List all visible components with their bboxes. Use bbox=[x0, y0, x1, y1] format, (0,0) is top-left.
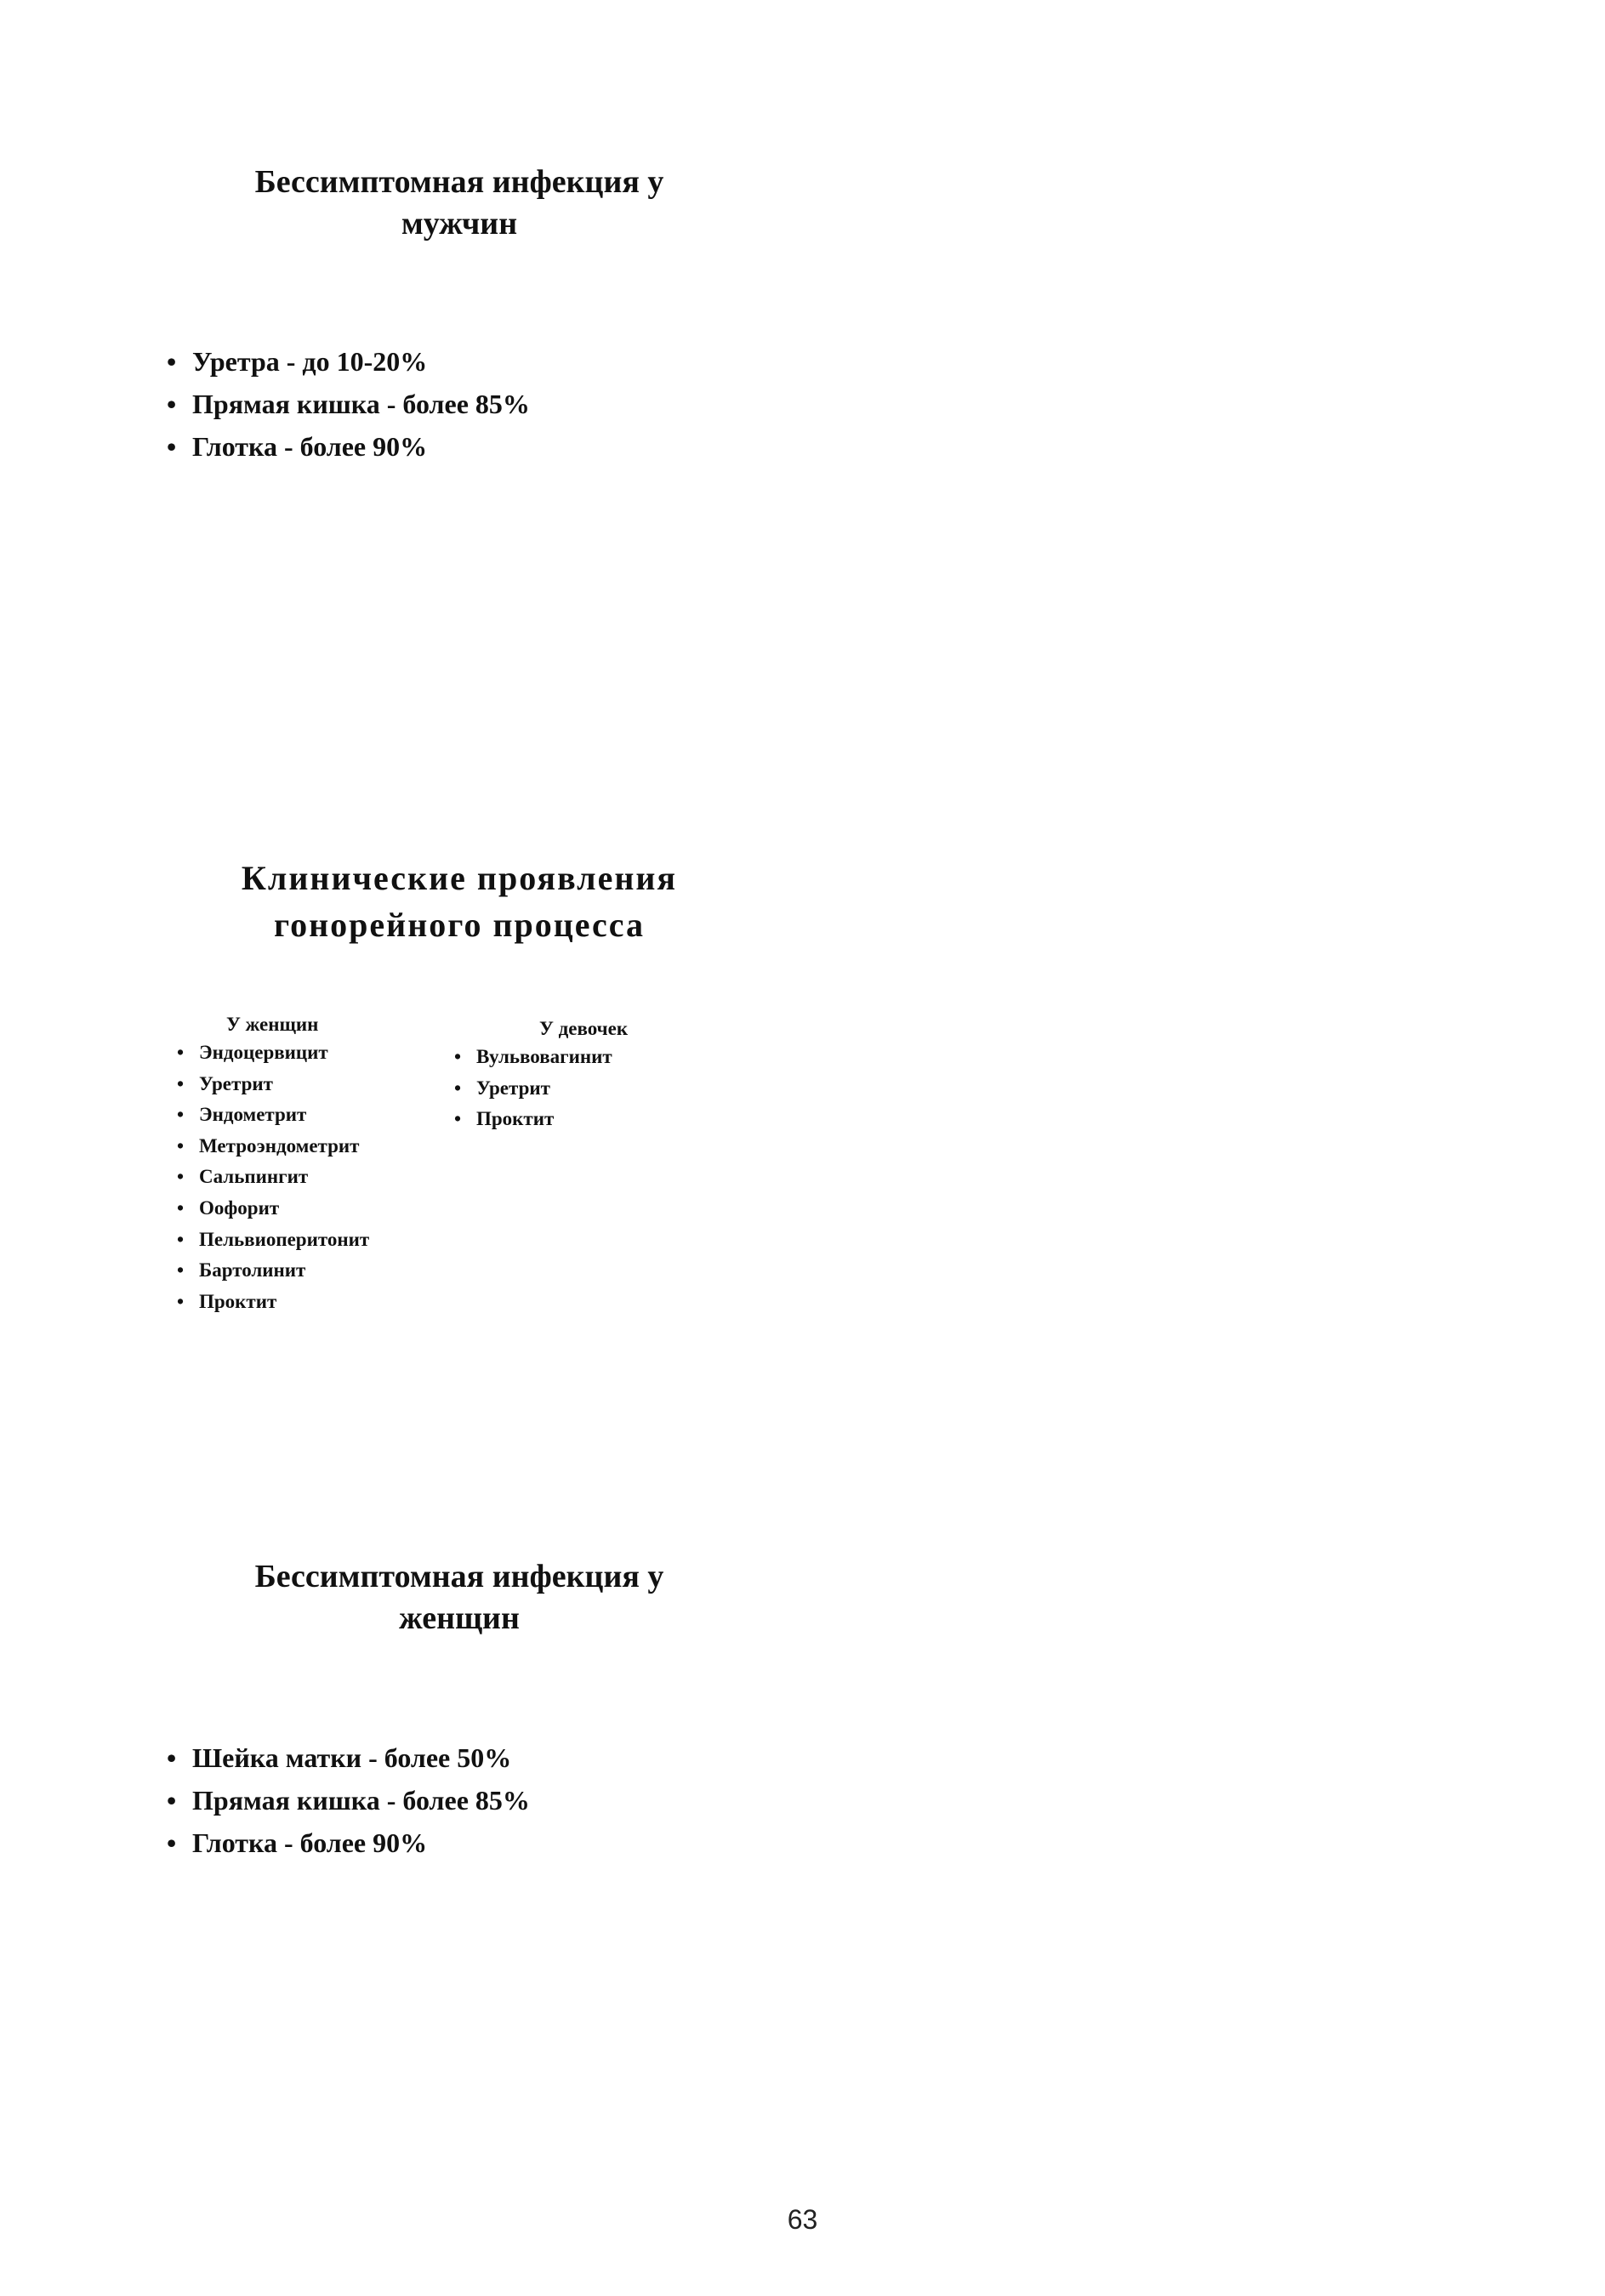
column-heading: У женщин bbox=[226, 1014, 319, 1035]
list-item: • Проктит bbox=[452, 1104, 691, 1135]
slide-clinical-manifestations bbox=[153, 855, 766, 1312]
list-item: • Прямая кишка - более 85% bbox=[167, 383, 530, 425]
title-line-2: женщин bbox=[399, 1600, 520, 1637]
title-line-1: Бессимптомная инфекция у bbox=[254, 1559, 664, 1594]
slide-asymptomatic-men bbox=[153, 162, 766, 462]
bullet-list bbox=[167, 1736, 530, 1864]
list-item: • Уретрит bbox=[175, 1069, 430, 1100]
list-item: • Метроэндометрит bbox=[175, 1131, 430, 1162]
list-item: • Оофорит bbox=[175, 1193, 430, 1225]
list-item: • Проктит bbox=[175, 1287, 430, 1318]
title-line-2: мужчин bbox=[401, 206, 518, 242]
list-item: • Эндометрит bbox=[175, 1100, 430, 1131]
slide-title bbox=[153, 1556, 766, 1640]
slide-title bbox=[153, 855, 766, 948]
list-item: • Бартолинит bbox=[175, 1255, 430, 1287]
title-line-1: Клинические проявления bbox=[241, 859, 678, 897]
list-item: • Шейка матки - более 50% bbox=[167, 1736, 530, 1779]
slide-title bbox=[153, 162, 766, 246]
list-item: • Глотка - более 90% bbox=[167, 1821, 530, 1864]
list-item: • Вульвовагинит bbox=[452, 1042, 691, 1073]
list-item: • Эндоцервицит bbox=[175, 1037, 430, 1069]
list-item: • Сальпингит bbox=[175, 1162, 430, 1193]
list-item: • Уретра - до 10-20% bbox=[167, 340, 530, 383]
page-number: 63 bbox=[787, 2204, 818, 2235]
list-item: • Пельвиоперитонит bbox=[175, 1225, 430, 1256]
title-line-2: гонорейного процесса bbox=[273, 906, 646, 945]
slide-asymptomatic-women bbox=[153, 1556, 766, 1858]
title-line-1: Бессимптомная инфекция у bbox=[254, 164, 664, 200]
bullet-list bbox=[452, 1042, 691, 1135]
list-item: • Прямая кишка - более 85% bbox=[167, 1779, 530, 1821]
list-item: • Глотка - более 90% bbox=[167, 425, 530, 468]
list-item: • Уретрит bbox=[452, 1073, 691, 1105]
bullet-list bbox=[167, 340, 530, 468]
women-column bbox=[175, 1012, 430, 1317]
column-heading: У девочек bbox=[539, 1018, 629, 1039]
girls-column bbox=[452, 1016, 691, 1135]
bullet-list bbox=[175, 1037, 430, 1317]
